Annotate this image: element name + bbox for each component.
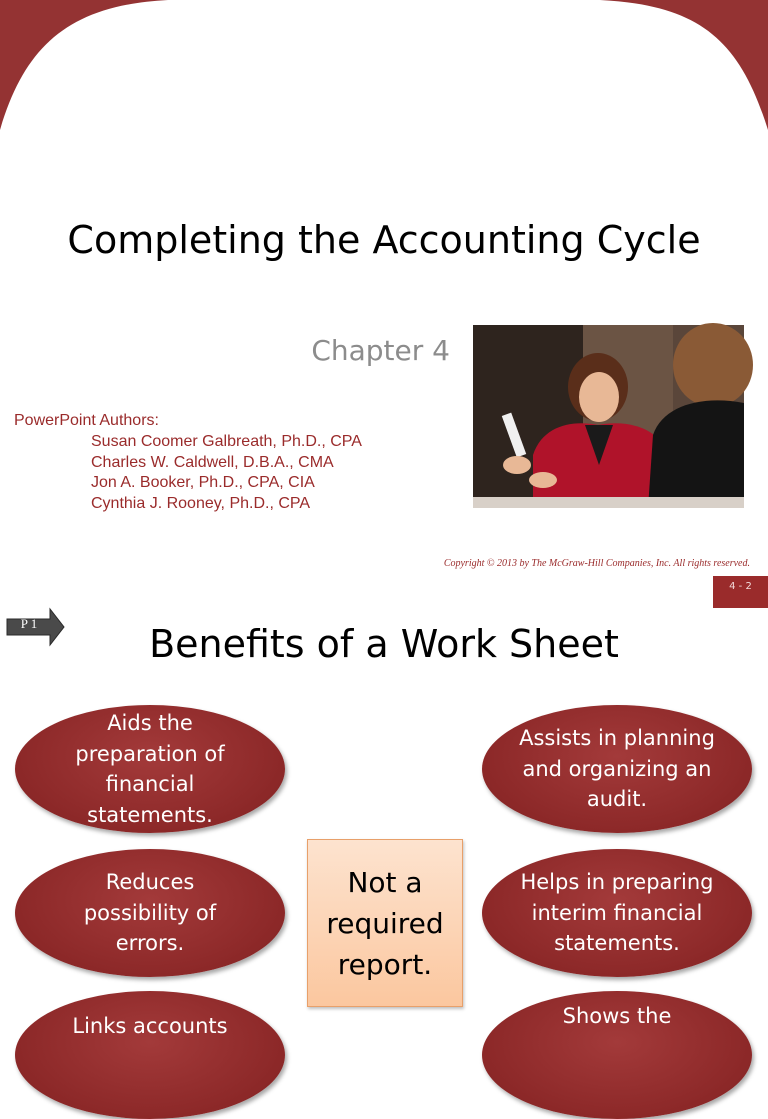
authors-list — [91, 432, 362, 515]
copyright-notice: Copyright © 2013 by The McGraw-Hill Companies, Inc. All rights reserved. — [443, 558, 750, 569]
benefit-text: Reduces possibility of errors. — [83, 870, 217, 956]
benefit-text: Helps in preparing interim financial statements. — [520, 870, 714, 956]
objective-tag: P 1 — [20, 616, 38, 631]
benefit-oval — [482, 991, 752, 1119]
benefit-text: Aids the preparation of financial statements. — [75, 711, 225, 827]
benefit-text: Links accounts — [72, 1014, 228, 1038]
benefits-slide — [0, 576, 768, 1038]
benefit-oval — [15, 705, 285, 833]
authors-label: PowerPoint Authors: — [14, 412, 159, 429]
benefit-oval — [15, 849, 285, 977]
author-item: Susan Coomer Galbreath, Ph.D., CPA — [91, 433, 362, 450]
author-item: Jon A. Booker, Ph.D., CPA, CIA — [91, 474, 315, 492]
chapter-label: Chapter 4 — [311, 334, 450, 367]
benefit-text: Shows the — [562, 1004, 672, 1028]
note-text: Not a required report. — [326, 865, 444, 981]
benefit-oval — [15, 991, 285, 1119]
slide-title: Completing the Accounting Cycle — [67, 218, 701, 262]
benefit-text: Assists in planning and organizing an audit. — [519, 726, 715, 812]
slide-title: Benefits of a Work Sheet — [149, 622, 619, 666]
author-item: Cynthia J. Rooney, Ph.D., CPA — [91, 495, 311, 513]
benefit-oval — [482, 849, 752, 977]
author-item: Charles W. Caldwell, D.B.A., CMA — [91, 453, 334, 471]
benefit-oval — [482, 705, 752, 833]
business-meeting-photo — [473, 325, 744, 508]
page-number-badge: 4 - 2 — [713, 576, 768, 608]
note-callout-box — [307, 839, 463, 1007]
header-arc-decoration — [0, 0, 768, 140]
